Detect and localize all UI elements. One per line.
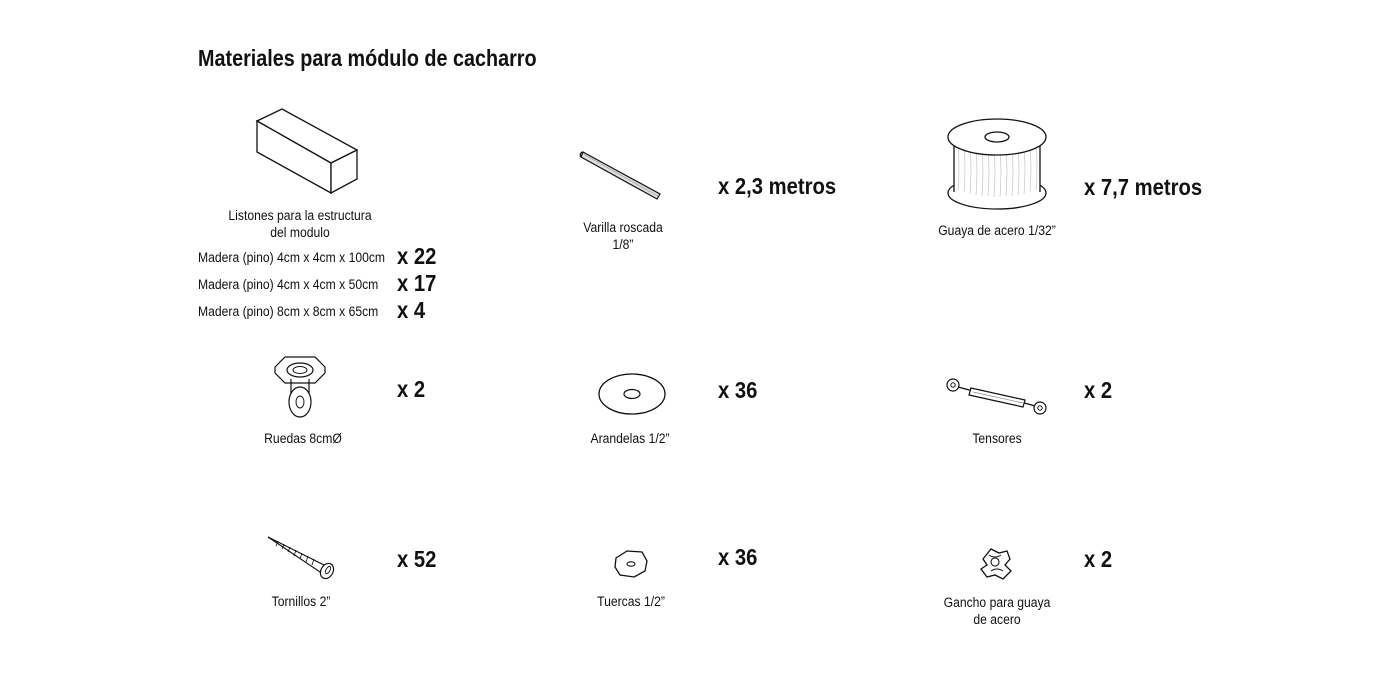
listones-caption-line2: del modulo	[270, 225, 330, 240]
gancho-qty: x 2	[1084, 546, 1113, 572]
listones-caption-line1: Listones para la estructura	[228, 208, 372, 223]
material-row-label: Madera (pino) 4cm x 4cm x 100cm	[198, 250, 386, 265]
washer-icon	[597, 370, 667, 416]
varilla-caption-line1: Varilla roscada	[583, 220, 663, 235]
material-row-qty: x 4	[397, 297, 426, 323]
listones-caption	[210, 207, 390, 241]
material-row-qty: x 17	[397, 270, 437, 296]
tuercas-caption: Tuercas 1/2”	[597, 594, 665, 609]
arandelas-qty: x 36	[718, 377, 758, 403]
turnbuckle-icon	[945, 377, 1049, 417]
tornillos-qty: x 52	[397, 546, 437, 572]
varilla-caption	[551, 219, 695, 253]
ruedas-qty: x 2	[397, 376, 426, 402]
gancho-caption	[907, 594, 1087, 628]
material-row-label: Madera (pino) 8cm x 8cm x 65cm	[198, 304, 379, 319]
gancho-caption-line1: Gancho para guaya	[943, 595, 1051, 610]
wire-spool-icon	[946, 116, 1048, 212]
guaya-caption: Guaya de acero 1/32”	[938, 223, 1056, 238]
threaded-rod-icon	[580, 148, 664, 202]
material-row-qty: x 22	[397, 243, 437, 269]
tuercas-qty: x 36	[718, 544, 758, 570]
ruedas-caption: Ruedas 8cmØ	[264, 431, 342, 446]
tornillos-caption: Tornillos 2”	[271, 594, 331, 609]
material-row-label: Madera (pino) 4cm x 4cm x 50cm	[198, 277, 379, 292]
wire-clip-icon	[977, 545, 1015, 583]
hex-nut-icon	[612, 548, 650, 580]
wood-beam-icon	[255, 108, 359, 194]
gancho-caption-line2: de acero	[973, 612, 1021, 627]
tensores-qty: x 2	[1084, 377, 1113, 403]
guaya-qty: x 7,7 metros	[1084, 174, 1203, 200]
screw-icon	[266, 535, 336, 581]
page-title: Materiales para módulo de cacharro	[198, 45, 537, 71]
varilla-qty: x 2,3 metros	[718, 173, 837, 199]
varilla-caption-line2: 1/8”	[612, 237, 634, 252]
caster-wheel-icon	[271, 355, 327, 420]
arandelas-caption: Arandelas 1/2”	[590, 431, 670, 446]
tensores-caption: Tensores	[972, 431, 1022, 446]
